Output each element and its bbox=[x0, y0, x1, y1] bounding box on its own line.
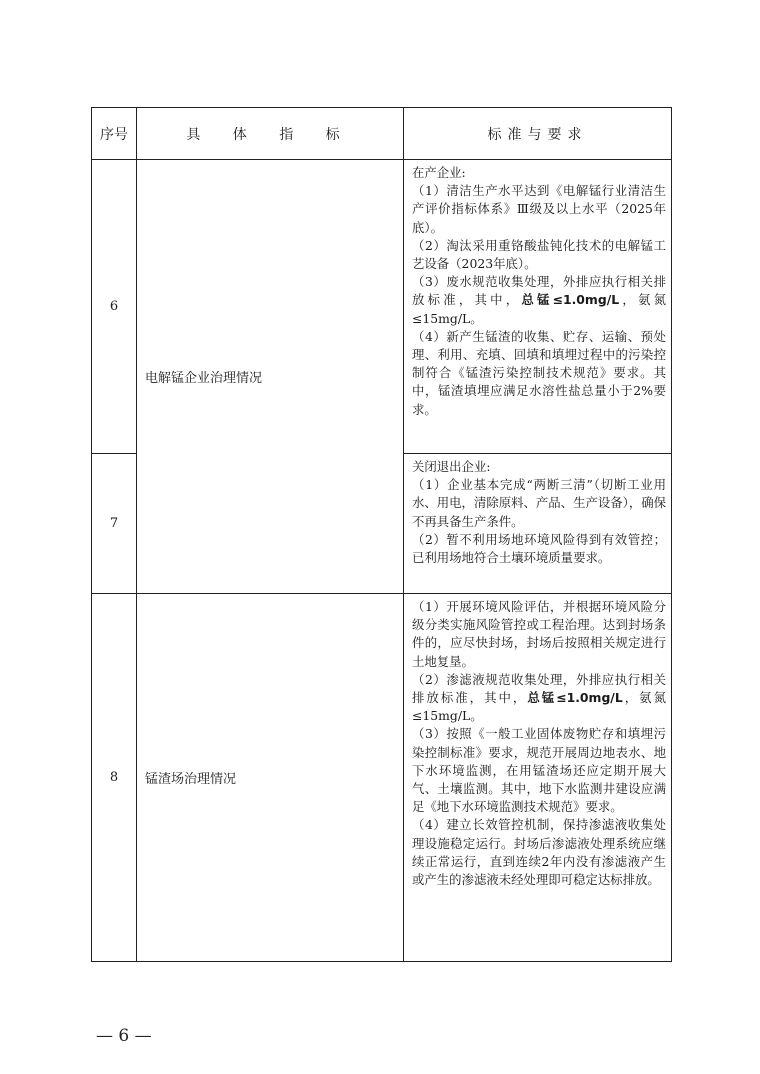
row-standard bbox=[404, 454, 672, 594]
row-seq: 6 bbox=[92, 160, 137, 454]
standard-item: （4）新产生锰渣的收集、贮存、运输、预处理、利用、充填、回填和填埋过程中的污染控制符合《锰渣污染控制技术规范》要求。其中，锰渣填埋应满足水溶性盐总量小于2%要求。 bbox=[412, 328, 666, 417]
table-header-row bbox=[92, 108, 672, 160]
standard-intro: 关闭退出企业: bbox=[412, 459, 491, 474]
header-seq: 序号 bbox=[92, 108, 137, 160]
row-standard bbox=[404, 160, 672, 454]
standard-bold-text: 总锰≤1.0mg/L bbox=[521, 292, 620, 308]
standard-intro: 在产企业: bbox=[412, 165, 466, 180]
indicator-table bbox=[91, 107, 672, 962]
row-indicator: 电解锰企业治理情况 bbox=[137, 160, 404, 594]
header-indicator: 具 体 指 标 bbox=[137, 108, 404, 160]
standard-bold-text: 总锰≤1.0mg/L bbox=[527, 690, 623, 706]
standard-text: （2）渗滤液规范收集处理，外排应执行相关排放标准，其中， bbox=[412, 671, 666, 706]
standard-item bbox=[412, 273, 666, 328]
standard-text: （3）废水规范收集处理，外排应执行相关排放标准，其中， bbox=[412, 274, 666, 308]
table-row bbox=[92, 160, 672, 454]
page-number: — 6 — bbox=[96, 1026, 152, 1046]
standard-item: （1）开展环境风险评估，并根据环境风险分级分类实施风险管控或工程治理。达到封场条件的，应尽快封场，封场后按照相关规定进行土地复垦。 bbox=[412, 599, 666, 669]
standard-item: （1）企业基本完成“两断三清”（切断工业用水、用电，清除原料、产品、生产设备），确保不再具备生产条件。 bbox=[412, 477, 667, 529]
standard-item bbox=[412, 671, 666, 726]
standard-item: （4）建立长效管控机制，保持渗滤液收集处理设施稳定运行。封场后渗滤液处理系统应继续正常运行，直到连续2年内没有渗滤液产生或产生的渗滤液未经处理即可稳定达标排放。 bbox=[412, 817, 666, 888]
header-standard: 标准与要求 bbox=[404, 108, 672, 160]
row-seq: 7 bbox=[92, 454, 137, 594]
standard-item: （1）清洁生产水平达到《电解锰行业清洁生产评价指标体系》Ⅲ级及以上水平（2025年底）。 bbox=[412, 183, 666, 235]
row-indicator: 锰渣场治理情况 bbox=[137, 594, 404, 962]
row-seq: 8 bbox=[92, 594, 137, 962]
standard-item: （2）淘汰采用重铬酸盐钝化技术的电解锰工艺设备（2023年底）。 bbox=[412, 237, 666, 272]
standard-text: ，氨氮≤15mg/L。 bbox=[412, 292, 667, 326]
standard-item: （2）暂不利用场地环境风险得到有效管控；已利用场地符合土壤环境质量要求。 bbox=[412, 531, 666, 566]
table-row bbox=[92, 594, 672, 962]
row-standard bbox=[404, 594, 672, 962]
standard-text: ，氨氮≤15mg/L。 bbox=[412, 690, 666, 724]
standard-item: （3）按照《一般工业固体废物贮存和填埋污染控制标准》要求，规范开展周边地表水、地下水环境监测，在用锰渣场还应定期开展大气、土壤监测。其中，地下水监测井建设应满足《地下水环境监测技术规范》要求。 bbox=[412, 726, 666, 815]
